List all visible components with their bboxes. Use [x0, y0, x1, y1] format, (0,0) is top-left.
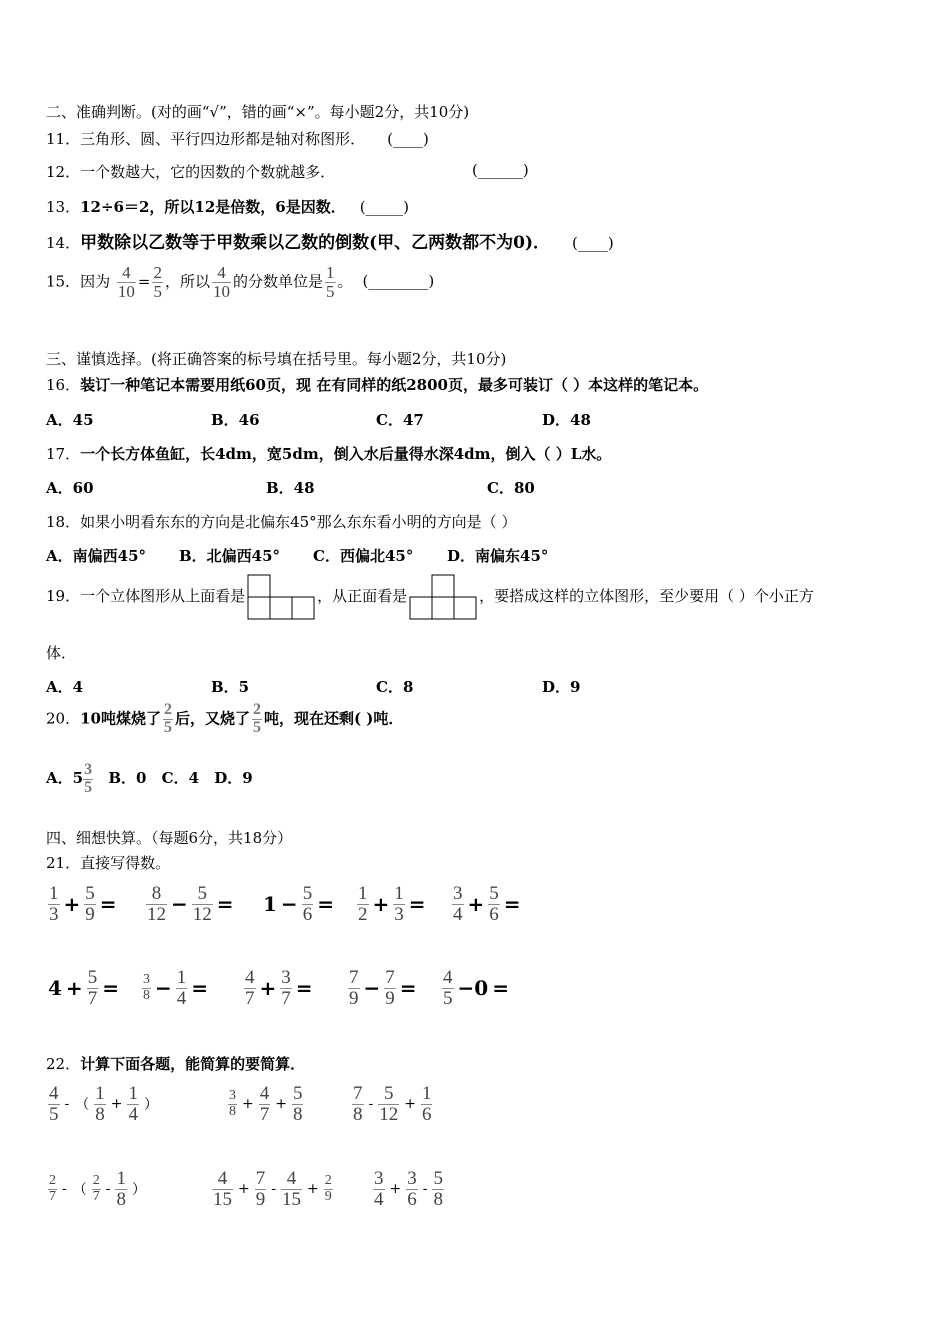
q12-text: 一个数越大，它的因数的个数就越多．	[80, 163, 336, 181]
q21-expr-2: $\frac{8}{12}$ − $\frac{5}{12}$ =	[147, 883, 234, 925]
q15-text-2: ，所以	[164, 272, 210, 291]
q17-option-b[interactable]: B．48	[266, 479, 315, 497]
q21-expr-10: $\frac{4}{5}$ −0 =	[443, 967, 509, 1009]
q21-expr-6: 4 + $\frac{5}{7}$ =	[48, 967, 119, 1009]
q19-option-b[interactable]: B．5	[211, 678, 250, 696]
q16-option-a[interactable]: A．45	[46, 411, 94, 429]
q21-expr-1: $\frac{1}{3}$ + $\frac{5}{9}$ =	[49, 883, 117, 925]
q22-expr-5: $\frac{4}{15}$ + $\frac{7}{9}$ - $\frac{4}{15}$ + $\frac{2}{9}$	[213, 1168, 332, 1210]
q15-text-3: 的分数单位是	[232, 272, 323, 291]
q20-option-d[interactable]: D．9	[214, 769, 253, 788]
q15-number: 15．	[46, 272, 81, 291]
q15-fraction-4: $\frac{1}{5}$	[326, 263, 335, 301]
q22-expr-4: $\frac{2}{7}$ - （ $\frac{2}{7}$ - $\frac{1}{8}$ ）	[49, 1168, 146, 1210]
question-11	[46, 128, 429, 149]
q22-expr-3: $\frac{7}{8}$ - $\frac{5}{12}$ + $\frac{1}{6}$	[353, 1083, 432, 1125]
q18-text: 如果小明看东东的方向是北偏东45°那么东东看小明的方向是（ ）	[80, 513, 517, 531]
q15-answer-blank[interactable]: (________)	[362, 272, 435, 291]
q18-option-b[interactable]: B．北偏西45°	[179, 547, 281, 565]
q20-fraction-2: $\frac{2}{5}$	[252, 701, 261, 736]
q21-expr-7: $\frac{3}{8}$ − $\frac{1}{4}$ =	[143, 967, 209, 1009]
question-15	[46, 264, 434, 301]
q20-number: 20．	[46, 709, 81, 728]
q20-option-b[interactable]: B．0	[108, 769, 147, 788]
q18-option-c[interactable]: C．西偏北45°	[313, 547, 414, 565]
q17-option-c[interactable]: C．80	[487, 479, 535, 497]
q16-option-b[interactable]: B．46	[211, 411, 260, 429]
q15-equals: =	[137, 272, 151, 291]
q21-expr-3: 1 − $\frac{5}{6}$ =	[263, 883, 334, 925]
q16-text: 装订一种笔记本需要用纸60页，现 在有同样的纸2800页，最多可装订（ ）本这样的笔记本。	[80, 376, 709, 394]
q16-option-c[interactable]: C．47	[376, 411, 424, 429]
section-2-title: 二、准确判断。(对的画“√”，错的画“×”。每小题2分，共10分)	[46, 103, 470, 121]
q13-text: 12÷6＝2，所以12是倍数，6是因数．	[80, 198, 346, 216]
q20-text-2: 后，又烧了	[174, 709, 250, 728]
q22-expr-2: $\frac{3}{8}$ + $\frac{4}{7}$ + $\frac{5}{8}$	[229, 1083, 303, 1125]
q19-text-2: ，从正面看是	[317, 587, 408, 605]
question-20	[46, 702, 403, 737]
q21-expr-4: $\frac{1}{2}$ + $\frac{1}{3}$ =	[358, 883, 426, 925]
question-18	[46, 511, 516, 532]
q17-option-a[interactable]: A．60	[46, 479, 94, 497]
q20-text-3: 吨，现在还剩( )吨．	[263, 709, 404, 728]
top-view-figure	[247, 574, 315, 620]
q12-number: 12．	[46, 163, 81, 181]
question-16	[46, 374, 708, 395]
question-17	[46, 443, 611, 464]
q21-number: 21．	[46, 854, 81, 872]
q13-number: 13．	[46, 198, 81, 216]
q19-text-1: 一个立体图形从上面看是	[80, 587, 246, 605]
question-19	[46, 574, 814, 620]
q12-answer-blank[interactable]: (______)	[472, 161, 529, 179]
question-21	[46, 852, 170, 873]
q20-text-1: 10吨煤烧了	[80, 709, 161, 728]
q16-number: 16．	[46, 376, 81, 394]
q17-text: 一个长方体鱼缸，长4dm，宽5dm，倒入水后量得水深4dm，倒入（ ）L水。	[80, 445, 612, 463]
q14-text: 甲数除以乙数等于甲数乘以乙数的倒数(甲、乙两数都不为0)．	[80, 233, 551, 253]
q15-fraction-1: $\frac{4}{10}$	[117, 263, 135, 301]
q19-text-3: ，要搭成这样的立体图形，至少要用（ ）个小正方	[479, 587, 814, 605]
q18-option-d[interactable]: D．南偏东45°	[447, 547, 549, 565]
q11-answer-blank[interactable]: (____)	[387, 130, 429, 148]
q21-text: 直接写得数。	[80, 854, 171, 872]
question-12	[46, 161, 335, 182]
q22-text: 计算下面各题，能简算的要简算．	[80, 1055, 306, 1073]
q20-option-a[interactable]: A．5 $\frac{3}{5}$	[46, 761, 93, 796]
q15-fraction-3: $\frac{4}{10}$	[212, 263, 230, 301]
section-3-title: 三、谨慎选择。(将正确答案的标号填在括号里。每小题2分，共10分)	[46, 350, 507, 368]
section-4-title: 四、细想快算。（每题6分，共18分）	[46, 829, 293, 847]
q19-option-d[interactable]: D．9	[542, 678, 581, 696]
q22-expr-6: $\frac{3}{4}$ + $\frac{3}{6}$ - $\frac{5}{8}$	[374, 1168, 443, 1210]
q15-text-1: 因为	[80, 272, 111, 291]
q14-number: 14．	[46, 234, 81, 252]
q11-number: 11．	[46, 130, 81, 148]
q15-text-4: 。	[337, 272, 353, 291]
q22-expr-1: $\frac{4}{5}$ - （ $\frac{1}{8}$ + $\frac{1}{4}$ ）	[49, 1083, 158, 1125]
q20-fraction-1: $\frac{2}{5}$	[163, 701, 172, 736]
q13-answer-blank[interactable]: (_____)	[359, 198, 409, 216]
question-22	[46, 1053, 305, 1074]
q11-text: 三角形、圆、平行四边形都是轴对称图形．	[80, 130, 366, 148]
q19-option-a[interactable]: A．4	[46, 678, 84, 696]
q22-number: 22．	[46, 1055, 81, 1073]
front-view-figure	[409, 574, 477, 620]
q21-expr-9: $\frac{7}{9}$ − $\frac{7}{9}$ =	[349, 967, 417, 1009]
q19-text-4: 体．	[46, 644, 77, 662]
q21-expr-8: $\frac{4}{7}$ + $\frac{3}{7}$ =	[245, 967, 313, 1009]
q20-option-c[interactable]: C．4	[161, 769, 200, 788]
q20-options	[46, 762, 253, 797]
q18-option-a[interactable]: A．南偏西45°	[46, 547, 147, 565]
question-13	[46, 196, 409, 217]
q17-number: 17．	[46, 445, 81, 463]
q15-fraction-2: $\frac{2}{5}$	[153, 263, 162, 301]
q16-option-d[interactable]: D．48	[542, 411, 591, 429]
q19-option-c[interactable]: C．8	[376, 678, 414, 696]
question-14	[46, 228, 614, 253]
q19-number: 19．	[46, 587, 81, 605]
q18-number: 18．	[46, 513, 81, 531]
q21-expr-5: $\frac{3}{4}$ + $\frac{5}{6}$ =	[453, 883, 521, 925]
q14-answer-blank[interactable]: (____)	[572, 234, 614, 252]
